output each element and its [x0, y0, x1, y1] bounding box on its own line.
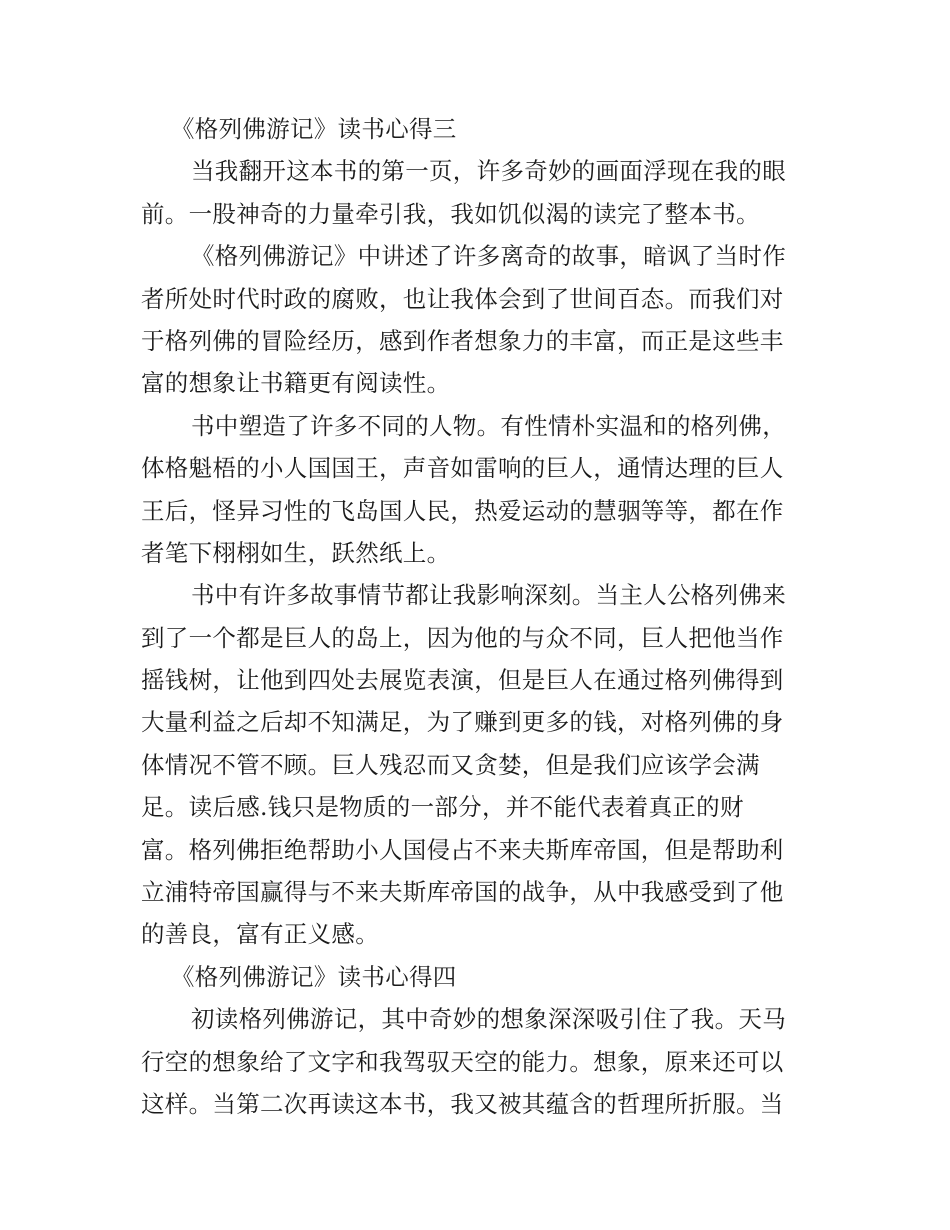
paragraph-line: 者笔下栩栩如生，跃然纸上。 [141, 538, 451, 567]
paragraph-line: 体情况不管不顾。巨人残忍而又贪婪，但是我们应该学会满 [141, 750, 760, 779]
paragraph-line: 立浦特帝国赢得与不来夫斯库帝国的战争，从中我感受到了他 [141, 878, 784, 907]
paragraph-line: 行空的想象给了文字和我驾驭天空的能力。想象，原来还可以 [141, 1047, 784, 1076]
paragraph-line: 摇钱树，让他到四处去展览表演，但是巨人在通过格列佛得到 [141, 666, 784, 695]
paragraph-line: 者所处时代时政的腐败，也让我体会到了世间百态。而我们对 [141, 284, 784, 313]
paragraph-line: 到了一个都是巨人的岛上，因为他的与众不同，巨人把他当作 [141, 623, 784, 652]
paragraph-line: 大量利益之后却不知满足，为了赚到更多的钱，对格列佛的身 [141, 708, 784, 737]
paragraph-line: 于格列佛的冒险经历，感到作者想象力的丰富，而正是这些丰 [141, 326, 784, 355]
paragraph-first-line: 书中塑造了许多不同的人物。有性情朴实温和的格列佛， [191, 411, 786, 440]
paragraph-line: 富的想象让书籍更有阅读性。 [141, 369, 451, 398]
paragraph-first-line: 初读格列佛游记，其中奇妙的想象深深吸引住了我。天马 [191, 1005, 786, 1034]
paragraph-first-line: 《格列佛游记》中讲述了许多离奇的故事，暗讽了当时作 [191, 242, 786, 271]
paragraph-line: 足。读后感.钱只是物质的一部分，并不能代表着真正的财 [141, 793, 744, 822]
section-title: 《格列佛游记》读书心得四 [171, 962, 457, 991]
document-body [141, 108, 821, 1125]
paragraph-line: 体格魁梧的小人国国王，声音如雷响的巨人，通情达理的巨人 [141, 454, 784, 483]
paragraph-first-line: 当我翻开这本书的第一页，许多奇妙的画面浮现在我的眼 [191, 157, 786, 186]
paragraph-line: 前。一股神奇的力量牵引我，我如饥似渴的读完了整本书。 [141, 199, 760, 228]
section-title: 《格列佛游记》读书心得三 [171, 115, 457, 143]
paragraph-line: 这样。当第二次再读这本书，我又被其蕴含的哲理所折服。当 [141, 1089, 784, 1118]
paragraph-line: 富。格列佛拒绝帮助小人国侵占不来夫斯库帝国，但是帮助利 [141, 835, 784, 864]
paragraph-line: 王后，怪异习性的飞岛国人民，热爱运动的慧骃等等，都在作 [141, 496, 784, 525]
paragraph-line: 的善良，富有正义感。 [141, 920, 379, 949]
paragraph-first-line: 书中有许多故事情节都让我影响深刻。当主人公格列佛来 [191, 581, 786, 610]
